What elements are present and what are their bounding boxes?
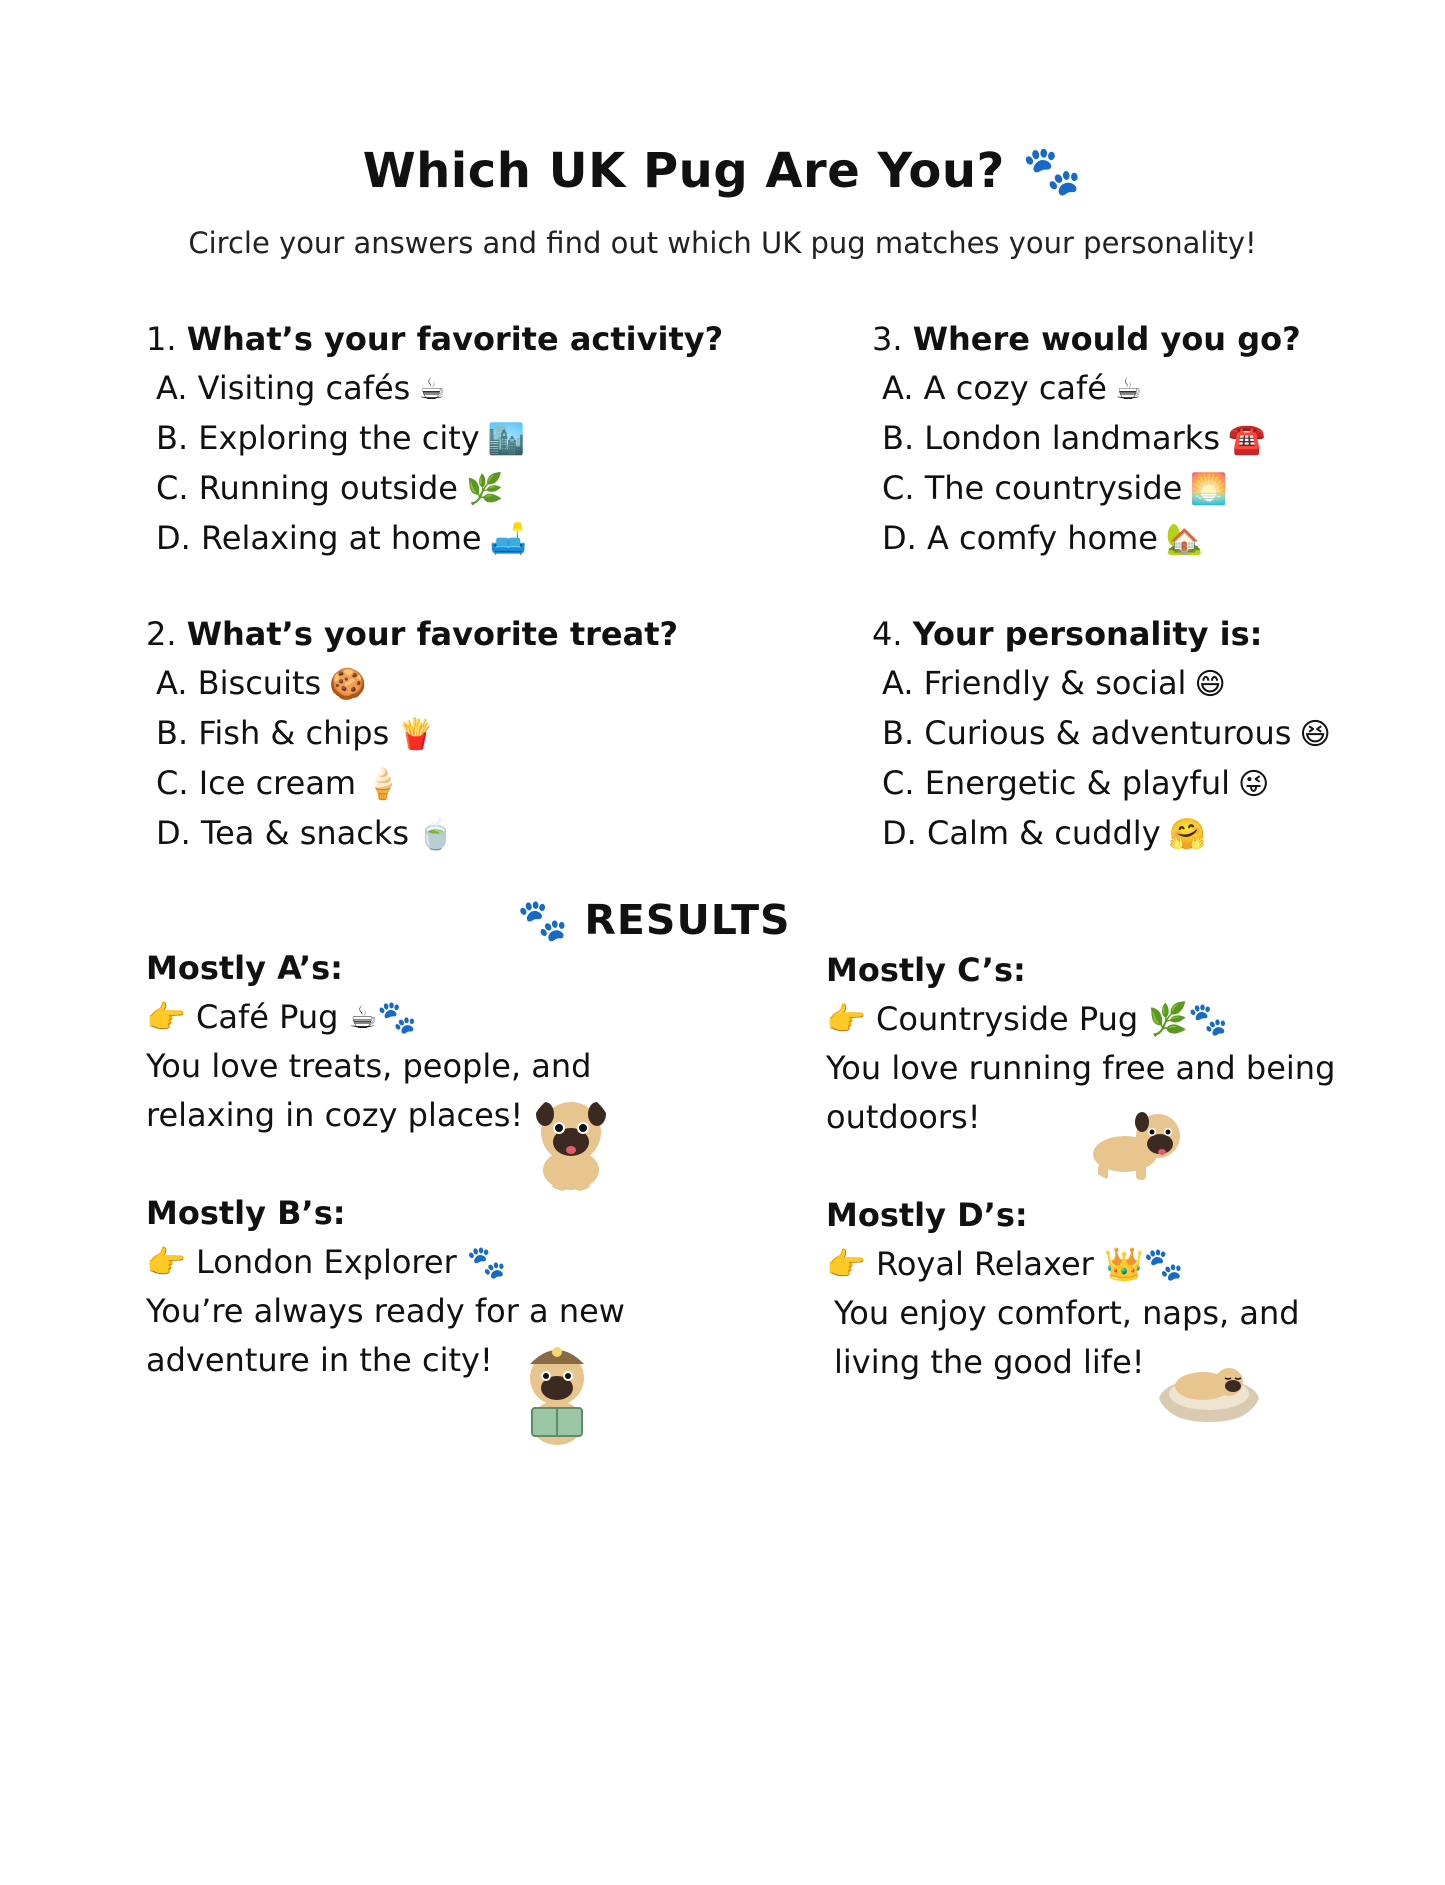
result-name: London Explorer [196,1243,457,1281]
hugging-face-icon: 🤗 [1168,817,1206,852]
coffee-paw-icon: ☕🐾 [348,998,418,1036]
tea-cup-icon: 🍵 [417,817,455,852]
leaf-paw-icon: 🌿🐾 [1148,1000,1229,1038]
option-label: B. Exploring the city [156,419,480,457]
question-heading [146,315,723,364]
house-icon: 🏡 [1165,522,1204,557]
french-fries-icon: 🍟 [397,717,435,752]
result-heading: Mostly C’s: [826,951,1026,989]
option-label: A. Visiting cafés [156,369,411,407]
red-phone-box-icon: ☎️ [1228,422,1266,457]
pointing-hand-icon: 👉 [146,1243,186,1281]
question-heading [146,610,678,659]
option-d[interactable] [146,514,723,564]
result-description: You’re always ready for a new adventure in the city! [146,1292,625,1379]
result-name: Countryside Pug [876,1000,1139,1038]
grinning-face-icon: 😄 [1194,667,1226,702]
explorer-pug-with-map-icon [512,1338,602,1448]
result-heading: Mostly B’s: [146,1194,346,1232]
option-d[interactable] [146,809,678,859]
sunrise-landscape-icon: 🌅 [1190,472,1228,507]
option-label: D. Tea & snacks [156,814,410,852]
pointing-hand-icon: 👉 [146,998,186,1036]
option-label: B. Curious & adventurous [882,714,1292,752]
result-description: You love treats, people, and relaxing in cozy places! [146,1047,592,1134]
option-label: C. Running outside [156,469,458,507]
results-title-text: RESULTS [584,896,791,944]
title-text: Which UK Pug Are You? [362,143,1005,199]
result-c [826,946,1366,1142]
result-name: Café Pug [196,998,339,1036]
crown-paw-icon: 👑🐾 [1103,1245,1184,1283]
option-a[interactable] [146,364,723,414]
running-pug-icon [1080,1104,1185,1184]
couch-icon: 🛋️ [489,522,527,557]
question-1 [146,315,723,564]
option-label: C. Ice cream [156,764,357,802]
pointing-hand-icon: 👉 [826,1000,866,1038]
laughing-face-icon: 😆 [1299,717,1331,752]
pointing-hand-icon: 👉 [826,1245,866,1283]
option-c[interactable] [872,759,1331,809]
question-number: 2. [146,615,177,653]
option-b[interactable] [146,414,723,464]
result-name-line [826,1240,1334,1289]
cookie-icon: 🍪 [329,667,367,702]
option-label: A. Biscuits [156,664,322,702]
paw-prints-icon: 🐾 [517,896,570,944]
option-label: D. Calm & cuddly [882,814,1161,852]
cityscape-icon: 🏙️ [487,422,526,457]
results-heading [517,896,791,945]
coffee-cup-icon: ☕ [418,372,446,407]
leaf-icon: 🌿 [465,472,504,507]
subtitle: Circle your answers and find out which UK pug matches your personality! [188,226,1257,260]
option-label: D. A comfy home [882,519,1158,557]
question-2 [146,610,678,859]
option-b[interactable] [146,709,678,759]
result-name: Royal Relaxer [876,1245,1094,1283]
option-label: D. Relaxing at home [156,519,482,557]
result-description: You love running free and being outdoors! [826,1049,1336,1136]
option-label: B. Fish & chips [156,714,390,752]
sitting-pug-icon [528,1092,614,1192]
question-text: Your personality is: [912,615,1263,653]
paw-prints-icon: 🐾 [1022,143,1083,199]
question-number: 4. [872,615,903,653]
option-a[interactable] [872,659,1331,709]
question-3 [872,315,1301,564]
option-d[interactable] [872,514,1301,564]
option-c[interactable] [146,759,678,809]
question-number: 3. [872,320,903,358]
question-heading [872,610,1331,659]
hot-beverage-icon: ☕ [1114,372,1142,407]
option-d[interactable] [872,809,1331,859]
result-heading: Mostly A’s: [146,949,343,987]
question-text: Where would you go? [912,320,1301,358]
option-b[interactable] [872,414,1301,464]
option-c[interactable] [872,464,1301,514]
question-heading [872,315,1301,364]
result-heading: Mostly D’s: [826,1196,1028,1234]
option-c[interactable] [146,464,723,514]
ice-cream-icon: 🍦 [364,767,402,802]
sleeping-pug-in-bed-icon [1157,1354,1261,1424]
option-b[interactable] [872,709,1331,759]
question-text: What’s your favorite activity? [186,320,724,358]
option-a[interactable] [872,364,1301,414]
result-name-line [826,995,1366,1044]
result-d [826,1191,1334,1387]
option-label: A. A cozy café [882,369,1107,407]
winking-tongue-face-icon: 😜 [1237,767,1270,802]
page-title [0,142,1445,199]
option-label: C. Energetic & playful [882,764,1230,802]
result-name-line [146,993,686,1042]
option-label: B. London landmarks [882,419,1220,457]
result-b [146,1189,686,1385]
option-label: C. The countryside [882,469,1183,507]
result-description: You enjoy comfort, naps, and living the good life! [834,1294,1300,1381]
question-text: What’s your favorite treat? [186,615,679,653]
paw-prints-icon: 🐾 [466,1243,507,1281]
option-a[interactable] [146,659,678,709]
option-label: A. Friendly & social [882,664,1187,702]
result-name-line [146,1238,686,1287]
question-4 [872,610,1331,859]
question-number: 1. [146,320,177,358]
